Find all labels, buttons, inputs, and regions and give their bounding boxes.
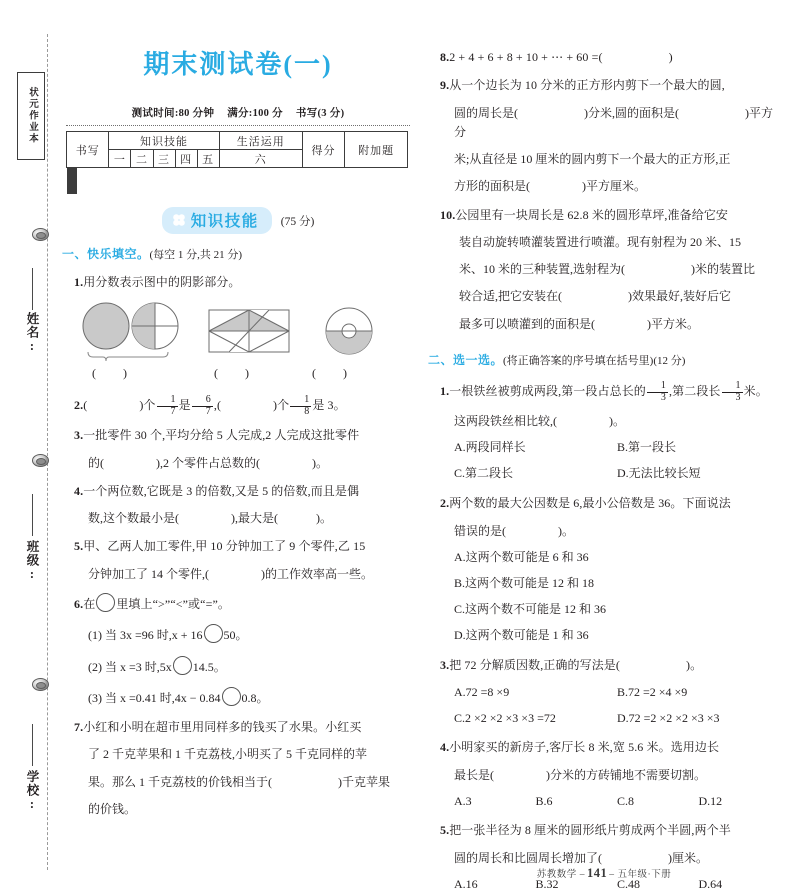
page-title: 期末测试卷(一) [143,50,333,79]
choice-5-t2: )厘米。 [668,850,708,865]
question-7-line-1: 小红和小明在超市里用同样多的钱买了水果。小红买 [83,720,362,734]
choice-question-3-options-row-1 [428,683,780,702]
meta-handwriting: 书写(3 分) [295,108,345,119]
question-2-open-paren: ( [83,397,88,412]
question-6-t2: 里填上“>”“<”或“=”。 [116,597,230,611]
score-table [66,131,408,194]
meta-divider [66,125,410,126]
right-column [428,0,780,894]
footer-subject: 苏教数学 [536,870,577,880]
choice-4-line-1: 小明家买的新房子,客厅长 8 米,宽 5.6 米。选用边长 [449,740,720,755]
question-6-sub3-t1: (3) 当 x =0.41 时,4x − 0.84 [88,690,221,705]
question-4-t3: )。 [316,511,332,526]
question-9-line-3: 米;从直径是 10 厘米的圆内剪下一个最大的正方形,正 [454,152,731,167]
choice-2-t1: 错误的是( [454,523,506,538]
choice-2-option-c[interactable]: C.这两个数不可能是 12 和 36 [454,602,607,617]
question-2-fraction-3: $\frac{1}{8}$ [290,395,311,417]
question-6-t1: 在 [83,597,96,611]
question-2-t1: )个 [139,397,156,412]
binder-ring-icon [32,678,49,691]
question-5-line-2 [62,565,414,584]
choice-question-2-line-2 [428,522,780,541]
question-6-sub3-t2: 0.8。 [241,690,269,705]
choice-1-fraction-1: $\frac{1}{3}$ [647,381,668,403]
meta-full-score: 满分:100 分 [227,108,283,119]
score-cell-extra[interactable] [75,169,76,194]
choice-question-3 [428,656,780,675]
brand-label: 状元作业本 [26,87,37,145]
question-6 [62,593,414,614]
choice-5-line-1: 把一张半径为 8 厘米的圆形纸片剪成两个半圆,两个半 [449,823,731,838]
choice-question-2-option-b-row [428,574,780,593]
choice-1-option-c[interactable]: C.第二段长 [454,465,514,480]
question-7 [62,718,414,737]
question-8 [428,48,780,67]
meta-time: 测试时间:80 分钟 [131,108,215,119]
question-7-line-2: 了 2 千克苹果和 1 千克荔枝,小明买了 5 千克同样的苹 [88,747,368,762]
choice-question-4-line-2 [428,766,780,785]
question-10-line-5 [428,315,780,334]
choice-1-t1: 一根铁丝被剪成两段,第一段占总长的 [449,384,646,399]
school-write-rule [32,724,33,766]
section-badge-label: 知识技能 [190,213,259,230]
question-6-sub2-t2: 14.5。 [192,659,226,674]
page-sidebar [0,0,62,896]
choice-question-4 [428,738,780,757]
question-7-line-3 [62,773,414,792]
question-10 [428,206,780,225]
question-7-t2: )千克苹果 [338,774,390,789]
choice-5-option-c[interactable]: C.48 [617,876,641,891]
question-10-t6: )平方米。 [647,316,699,331]
question-5-t2: )的工作效率高一些。 [261,566,373,581]
choice-question-2-option-a-row [428,548,780,567]
choice-question-2 [428,494,780,513]
question-9-t5: )平方厘米。 [582,179,646,194]
section-badge-row [62,207,414,234]
question-2-number: 2. [74,397,84,412]
score-subcol-3: 三 [153,150,175,168]
question-5 [62,537,414,556]
section-badge-knowledge [162,207,272,234]
footer-dash-left: – [579,870,586,880]
question-6-sub-1 [62,624,414,645]
question-3-t3: )。 [312,455,328,470]
section-heading-choice-points: (将正确答案的序号填在括号里)(12 分) [503,354,686,367]
score-header-writing: 书写 [67,132,109,168]
question-9-t4: 方形的面积是( [454,179,530,194]
question-2-t5: 是 3。 [312,397,346,412]
choice-2-option-d[interactable]: D.这两个数可能是 1 和 36 [454,628,589,643]
question-2 [62,395,414,417]
choice-2-option-a[interactable]: A.这两个数可能是 6 和 36 [454,549,589,564]
question-9-t3: )平方分 [454,105,773,140]
section-heading-choice-label: 二、选一选。 [428,352,504,367]
score-subcol-5: 五 [197,150,219,168]
footer-page-number: 141 [587,866,608,880]
question-2-t3: ,( [213,397,222,412]
choice-question-5-line-2 [428,849,780,868]
choice-question-5-number: 5. [440,823,450,838]
sidebar-label-class: 班级: [25,540,39,582]
question-6-sub2-circle[interactable] [173,656,192,675]
question-1-caption-2[interactable]: ( ) [214,365,261,380]
question-4 [62,482,414,501]
question-3-line-1: 一批零件 30 个,平均分给 5 人完成,2 人完成这批零件 [83,428,360,443]
perforation-dashed-line [47,34,48,870]
question-9 [428,76,780,95]
choice-5-option-a[interactable]: A.16 [454,876,478,891]
question-6-sub1-t2: 50。 [223,628,248,643]
choice-5-option-b[interactable]: B.32 [535,876,559,891]
score-subcol-2: 二 [131,150,153,168]
question-5-line-1: 甲、乙两人加工零件,甲 10 分钟加工了 9 个零件,乙 15 [83,539,366,554]
choice-question-2-option-d-row [428,626,780,645]
choice-question-1-number: 1. [440,384,450,399]
question-1-text: 用分数表示图中的阴影部分。 [83,274,241,289]
question-5-t1: 分钟加工了 14 个零件,( [88,566,209,581]
choice-5-t1: 圆的周长和比圆周长增加了( [454,850,602,865]
question-8-t1: 2 + 4 + 6 + 8 + 10 + ⋯ + 60 =( [449,50,603,64]
choice-4-option-c[interactable]: C.8 [617,793,635,808]
section-heading-fill [62,245,414,264]
choice-2-t2: )。 [558,523,574,538]
question-4-line-1: 一个两位数,它既是 3 的倍数,又是 5 的倍数,而且是偶 [83,483,360,498]
question-9-number: 9. [440,78,450,93]
score-header-extra: 附加题 [345,132,408,168]
choice-question-3-number: 3. [440,658,450,673]
question-10-number: 10. [440,207,456,222]
score-subcol-6: 六 [219,150,302,168]
score-header-life: 生活运用 [219,132,302,150]
choice-question-1-options-row-2 [428,464,780,483]
choice-2-option-b[interactable]: B.这两个数可能是 12 和 18 [454,575,595,590]
question-3 [62,426,414,445]
question-6-number: 6. [74,597,84,611]
choice-3-option-a[interactable]: A.72 =8 ×9 [454,684,510,699]
binder-ring-icon [32,454,49,467]
page-footer [428,866,780,881]
choice-4-option-b[interactable]: B.6 [535,793,553,808]
choice-question-1 [428,381,780,403]
choice-2-line-1: 两个数的最大公因数是 6,最小公倍数是 36。下面说法 [449,496,731,511]
question-6-sub1-t1: (1) 当 3x =96 时,x + 16 [88,628,203,643]
question-4-t2: ),最大是( [231,511,278,526]
question-4-line-2 [62,509,414,528]
question-6-sub-2 [62,656,414,677]
choice-1-option-a[interactable]: A.两段同样长 [454,439,526,454]
question-2-fraction-2: $\frac{6}{7}$ [192,395,213,417]
choice-1-fraction-2: $\frac{1}{3}$ [722,381,743,403]
figure-rectangle-rhombus [207,306,295,358]
question-3-line-2 [62,454,414,473]
question-2-t2: 是 [178,397,191,412]
question-4-t1: 数,这个数最小是( [88,511,179,526]
question-8-number: 8. [440,50,450,64]
question-9-t2: )分米,圆的面积是( [584,105,679,120]
question-7-line-4: 的价钱。 [88,801,137,816]
figure-annulus [320,304,378,360]
question-10-t5: 最多可以喷灌到的面积是( [459,316,595,331]
choice-3-option-c[interactable]: C.2 ×2 ×2 ×3 ×3 =72 [454,711,556,726]
question-1-caption-1[interactable]: ( ) [92,365,139,380]
choice-question-2-number: 2. [440,496,450,511]
choice-3-t1: 把 72 分解质因数,正确的写法是( [449,658,621,673]
choice-3-option-d[interactable]: D.72 =2 ×2 ×2 ×3 ×3 [617,711,720,726]
choice-question-3-options-row-2 [428,709,780,728]
question-6-answer-circle[interactable] [96,593,115,612]
score-header-knowledge: 知识技能 [109,132,219,150]
choice-1-t5: )。 [609,413,625,428]
question-2-t4: )个 [273,397,290,412]
choice-4-option-d[interactable]: D.12 [698,793,723,808]
choice-3-option-b[interactable]: B.72 =2 ×4 ×9 [617,684,688,699]
choice-question-1-line-2 [428,412,780,431]
choice-question-4-number: 4. [440,740,450,755]
question-8-t2: ) [668,50,673,64]
choice-5-option-d[interactable]: D.64 [698,876,723,891]
flower-icon [172,213,186,227]
question-1-caption-3[interactable]: ( ) [312,365,359,380]
choice-1-t2: ,第二段长 [669,384,721,399]
section-heading-fill-label: 一、快乐填空。 [62,247,150,261]
question-9-line-4 [428,177,780,196]
question-3-number: 3. [74,428,84,443]
choice-1-option-b[interactable]: B.第一段长 [617,439,677,454]
choice-question-4-options [428,792,780,811]
sidebar-label-name: 姓名: [25,312,39,354]
binder-ring-icon [32,228,49,241]
question-10-line-3 [428,260,780,279]
question-9-t1: 圆的周长是( [454,105,518,120]
question-10-t1: 米、10 米的三种装置,选射程为( [459,262,625,277]
choice-question-1-options-row-1 [428,438,780,457]
question-1-number: 1. [74,274,84,289]
question-9-line-1: 从一个边长为 10 分米的正方形内剪下一个最大的圆, [449,78,725,93]
question-5-number: 5. [74,539,84,554]
footer-grade: 五年级·下册 [617,870,672,880]
class-write-rule [32,494,33,536]
section-heading-choice [428,351,780,370]
left-column [62,0,414,819]
question-1-figures [62,300,414,386]
choice-1-t4: 这两段铁丝相比较,( [454,413,557,428]
choice-question-2-option-c-row [428,600,780,619]
choice-4-t1: 最长是( [454,767,494,782]
question-10-line-4 [428,287,780,306]
question-3-t2: ),2 个零件占总数的( [156,455,260,470]
figure-circles-pair [78,300,190,362]
section-heading-fill-points: (每空 1 分,共 21 分) [149,249,243,261]
exam-meta [62,105,414,120]
question-6-sub3-circle[interactable] [222,687,241,706]
brand-box [17,72,45,160]
score-subcol-1: 一 [109,150,131,168]
sidebar-label-school: 学校: [25,770,39,812]
choice-4-option-a[interactable]: A.3 [454,793,472,808]
question-4-number: 4. [74,483,84,498]
section-badge-points: (75 分) [280,215,315,228]
score-subcol-4: 四 [175,150,197,168]
score-header-score: 得分 [302,132,344,168]
footer-dash-right: – [609,870,615,880]
question-1 [62,273,414,292]
question-2-fraction-1: $\frac{1}{7}$ [157,395,178,417]
question-10-t4: )效果最好,装好后它 [628,289,731,304]
choice-question-5 [428,821,780,840]
question-6-sub1-circle[interactable] [204,624,223,643]
question-10-t2: )米的装置比 [691,262,755,277]
choice-1-t3: 米。 [743,384,768,399]
question-7-t1: 果。那么 1 千克荔枝的价钱相当于( [88,774,272,789]
question-10-line-1: 公园里有一块周长是 62.8 米的圆形草坪,准备给它安 [455,207,729,222]
question-10-line-2: 装自动旋转喷灌装置进行喷灌。现有射程为 20 米、15 [459,235,742,250]
question-9-line-2 [428,104,780,142]
question-6-sub-3 [62,687,414,708]
choice-3-t2: )。 [686,658,703,673]
name-write-rule [32,268,33,310]
question-10-t3: 较合适,把它安装在( [459,289,562,304]
question-6-sub2-t1: (2) 当 x =3 时,5x [88,659,172,674]
choice-4-t2: )分米的方砖铺地不需要切割。 [546,767,706,782]
question-7-number: 7. [74,720,84,734]
question-3-t1: 的( [88,455,104,470]
choice-1-option-d[interactable]: D.无法比较长短 [617,465,701,480]
